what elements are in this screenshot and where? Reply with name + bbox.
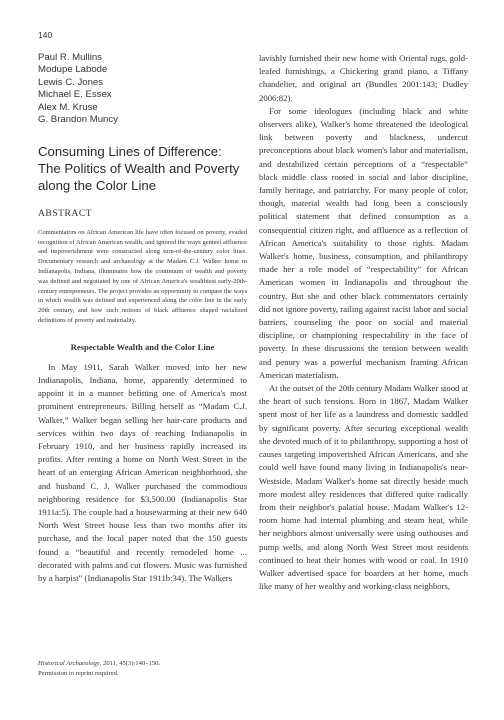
abstract-heading: ABSTRACT <box>38 207 93 219</box>
page-number: 140 <box>38 30 53 40</box>
section-heading: Respectable Wealth and the Color Line <box>70 341 215 352</box>
footer-citation <box>38 659 247 678</box>
paragraph: At the outset of the 20th century Madam Walker stood at the heart of such tensions. Born in 1867, Madam Walker spent most of her life as a laundress and domestic saddled by significant poverty. After securing exceptional wealth she devoted much of it to philanthropy, supporting a host of causes targeting impoverished African Americans, and she could well have found many living in Indianapolis's near-Westside. Madam Walker's home sat directly beside much more modest alley residences that differed quite radically from their neighbor's palatial house. Madam Walker's 12-room home had internal plumbing and steam heat, while her neighbors almost universally were using outhouses and pump wells, and along North West Street most residents continued to heat their homes with wood or coal. In 1910 Walker advertised space for boarders at her home, much like many of her wealthy and working-class neighbors, <box>259 383 468 592</box>
permission-notice: Permission to reprint required. <box>38 669 119 677</box>
article-title: Consuming Lines of Difference: The Politics of Wealth and Poverty along the Color Line <box>38 144 240 194</box>
journal-citation: , 2011, 45(3):140–150. <box>99 660 161 667</box>
paragraph: For some ideologues (including black and white observers alike), Walker's home threatened the ideological link between poverty and blackness, undercut preconceptions about black women's labor and materialism, and destabilized certain perceptions of a “respectable” black middle class rooted in social and labor discipline, family heritage, and patriarchy. For many people of color, though, material wealth had long been a consciously political statement that defined consumption as a consequential citizen right, and affluence as a reflection of African America's suitability to those rights. Madam Walker's home, business, consumption, and philanthropy made her a role model of “respectability” for African American women in Indianapolis and throughout the country. But she and other black commentators certainly did not ignore poverty, railing against racist labor and social barriers, counseling the poor on social and material discipline, or championing respectability in the face of poverty. In these discussions the tension between wealth and penury was a powerful mechanism framing African American materialism. <box>259 105 468 380</box>
paragraph: In May 1911, Sarah Walker moved into her new Indianapolis, Indiana, home, apparently determined to appoint it in a manner befitting one of America's most prominent entrepreneurs. Billing herself as “Madam C.J. Walker,” Walker began selling her hair-care products and services within two days of reaching Indianapolis in February 1910, and her business rapidly increased its profits. After renting a home on North West Street in the heart of an emerging African American neighborhood, she and husband C. J. Walker purchased the commodious neighboring residence for $3,500.00 (Indianapolis Star 1911a:5). The couple had a housewarming at their new 640 North West Street house less than two months after its purchase, and the local paper noted that the 150 guests found a “beautiful and recently remodeled home ... decorated with palms and cut flowers. Music was furnished by a harpist” (Indianapolis Star 1911b:34). The Walkers <box>38 361 247 584</box>
paragraph: lavishly furnished their new home with Oriental rugs, gold-leafed furnishings, a Chickering grand piano, a Tiffany chandelier, and original art (Bundles 2001:143; Dudley 2006:82). <box>259 53 468 103</box>
right-column <box>259 52 468 593</box>
author-name: G. Brandon Muncy <box>38 114 118 126</box>
abstract-text: Commentators on African American life have often focused on poverty, evaded recognition of African American wealth, and ignored the ways genteel affluence and impoverishment were constructed along turn-of-the-century color lines. Documentary research and archaeology at the Madam C.J. Walker home in Indianapolis, Indiana, illuminates how the continuum of wealth and poverty was defined and negotiated by one of African America's wealthiest early-20th-century entrepreneurs. The project provides an opportunity to compare the ways in which wealth was defined and experienced along the color line in the early 20th century, and how such notions of black affluence shaped racialized definitions of poverty and materiality. <box>38 228 247 324</box>
author-name: Alex M. Kruse <box>38 101 98 113</box>
author-name: Lewis C. Jones <box>38 76 104 88</box>
journal-name: Historical Archaeology <box>38 660 100 667</box>
author-list <box>38 52 247 126</box>
body-text-left <box>38 361 247 585</box>
author-name: Modupe Labode <box>38 64 108 76</box>
author-name: Michael E. Essex <box>38 89 112 101</box>
left-column <box>38 52 247 585</box>
body-text-right <box>259 52 468 593</box>
author-name: Paul R. Mullins <box>38 52 102 63</box>
